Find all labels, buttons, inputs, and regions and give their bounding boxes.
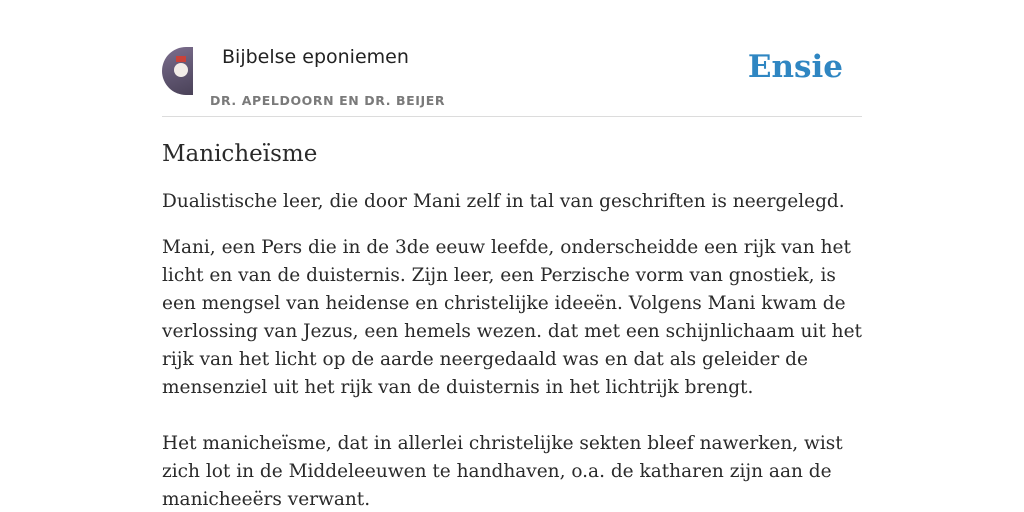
entry-paragraph: Het manicheïsme, dat in allerlei christelijke sekten bleef nawerken, wist zich lot in de Middeleeuwen te handhaven, o.a. de katharen zijn aan de manicheeërs verwant. bbox=[162, 433, 843, 510]
book-authors-link[interactable]: DR. APELDOORN EN DR. BEIJER bbox=[210, 93, 446, 108]
cover-detail bbox=[176, 56, 186, 62]
entry-content bbox=[162, 138, 862, 512]
entry-intro: Dualistische leer, die door Mani zelf in tal van geschriften is neergelegd. bbox=[162, 191, 845, 212]
book-header bbox=[162, 40, 862, 117]
book-cover-icon[interactable] bbox=[162, 47, 193, 95]
entry-paragraph: Mani, een Pers die in de 3de eeuw leefde, onderscheidde een rijk van het licht en van de duisternis. Zijn leer, een Perzische vorm van gnostiek, is een mengsel van heidense en christelijke ideeën. Volgens Mani kwam de verlossing van Jezus, een hemels wezen. dat met een schijnlichaam uit het rijk van het licht op de aarde neergedaald was en dat als geleider de mensenziel uit het rijk van de duisternis in het lichtrijk brengt. bbox=[162, 237, 862, 398]
cover-detail bbox=[174, 63, 188, 77]
book-title-link[interactable]: Bijbelse eponiemen bbox=[222, 46, 409, 68]
entry-title: Manicheïsme bbox=[162, 141, 318, 167]
ensie-logo-link[interactable]: Ensie bbox=[747, 49, 843, 85]
